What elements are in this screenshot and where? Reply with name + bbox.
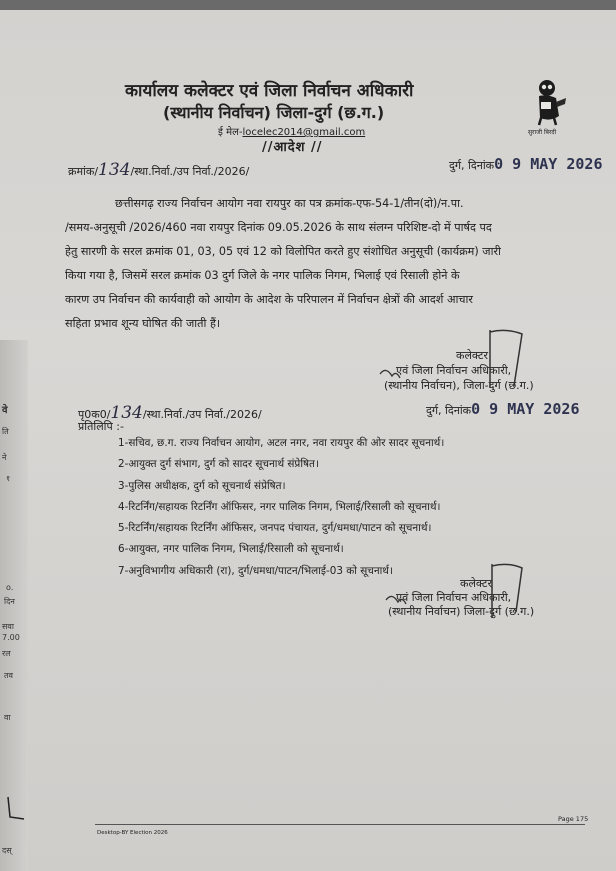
list-item: 4-रिटर्निंग/सहायक रिटर्निंग ऑफिसर, नगर पालिक निगम, भिलाई/रिसाली को सूचनार्थ। <box>118 500 441 513</box>
office-title: कार्यालय कलेक्टर एवं जिला निर्वाचन अधिकारी <box>125 81 414 101</box>
margin-fragment: तव <box>4 671 14 680</box>
date-label: दुर्ग, दिनांक <box>449 159 495 172</box>
list-item: 6-आयुक्त, नगर पालिक निगम, भिलाई/रिसाली को सूचनार्थ। <box>118 543 344 556</box>
body-line: कारण उप निर्वाचन की कार्यवाही को आयोग के आदेश के परिपालन में निर्वाचन क्षेत्रों की आदर्श आचार <box>65 293 473 306</box>
signature-office: (स्थानीय निर्वाचन) जिला-दुर्ग (छ.ग.) <box>388 605 535 618</box>
logo-caption: सुराजी बिरदी <box>528 129 557 136</box>
endorsement-date-label: दुर्ग, दिनांक <box>426 404 472 417</box>
margin-fragment: रल <box>2 649 11 658</box>
office-subtitle: (स्थानीय निर्वाचन) जिला-दुर्ग (छ.ग.) <box>163 103 385 122</box>
body-line: हेतु सारणी के सरल क्रमांक 01, 03, 05 एवं 12 को विलोपित करते हुए संशोधित अनुसूची (कार्यक्रम) जारी <box>65 245 501 258</box>
copy-to-label: प्रतिलिपि :- <box>78 420 124 433</box>
order-title: //आदेश // <box>262 140 323 155</box>
margin-fragment: सवा <box>2 622 14 631</box>
signature-title: कलेक्टर <box>456 349 488 362</box>
margin-fragment: ति <box>2 427 9 436</box>
endorsement-prefix: पृ0क0/ <box>78 408 111 421</box>
email-line <box>218 124 365 138</box>
date-stamp: 0 9 MAY 2026 <box>494 155 603 173</box>
margin-fragment: वे <box>2 405 8 416</box>
reference-suffix: /स्था.निर्वा./उप निर्वा./2026/ <box>130 165 250 178</box>
margin-fragment: दस् <box>2 846 12 855</box>
margin-mark <box>4 795 26 823</box>
signature-title: कलेक्टर <box>460 577 492 590</box>
margin-fragment: १ <box>6 474 11 483</box>
order-body <box>65 192 585 336</box>
email-address: locelec2014@gmail.com <box>242 127 366 138</box>
footer-rule <box>95 824 585 825</box>
signature-designation: एवं जिला निर्वाचन अधिकारी, <box>396 591 512 604</box>
body-line: किया गया है, जिसमें सरल क्रमांक 03 दुर्ग जिले के नगर पालिक निगम, भिलाई एवं रिसाली होने के <box>65 269 460 282</box>
reference-number-line <box>68 160 249 180</box>
margin-fragment: o. <box>6 583 14 592</box>
endorsement-suffix: /स्था.निर्वा./उप निर्वा./2026/ <box>142 408 262 421</box>
list-item: 3-पुलिस अधीक्षक, दुर्ग को सूचनार्थ संप्रेषित। <box>118 479 286 492</box>
handwritten-signature <box>384 560 544 630</box>
body-line: छत्तीसगढ़ राज्य निर्वाचन आयोग नवा रायपुर का पत्र क्रमांक-एफ-54-1/तीन(दो)/न.पा. <box>115 197 464 210</box>
list-item: 7-अनुविभागीय अधिकारी (रा), दुर्ग/धमधा/पाटन/भिलाई-03 को सूचनार्थ। <box>118 564 393 577</box>
page-number: Page 175 <box>558 815 589 823</box>
margin-fragment: वा <box>4 713 11 722</box>
reference-prefix: क्रमांक/ <box>68 165 99 178</box>
list-item: 1-सचिव, छ.ग. राज्य निर्वाचन आयोग, अटल नगर, नवा रायपुर की ओर सादर सूचनार्थ। <box>118 437 445 449</box>
signature-designation: एवं जिला निर्वाचन अधिकारी, <box>396 364 512 377</box>
list-item: 5-रिटर्निंग/सहायक रिटर्निंग ऑफिसर, जनपद पंचायत, दुर्ग/धमधा/पाटन को सूचनार्थ। <box>118 522 432 535</box>
email-label: ई मेल- <box>218 127 243 138</box>
handwritten-signature <box>378 326 538 406</box>
date-line <box>449 155 603 173</box>
endorsement-date-line <box>426 400 580 418</box>
footer-left-text: Desktop-BY Election 2026 <box>97 830 168 836</box>
mascot-logo-icon <box>530 76 568 126</box>
margin-fragment: दिन <box>4 597 15 606</box>
endorsement-handwritten-number: 134 <box>110 403 143 423</box>
signature-office: (स्थानीय निर्वाचन), जिला-दुर्ग (छ.ग.) <box>384 379 534 392</box>
list-item: 2-आयुक्त दुर्ग संभाग, दुर्ग को सादर सूचनार्थ संप्रेषित। <box>118 458 319 471</box>
endorsement-date-stamp: 0 9 MAY 2026 <box>471 400 580 418</box>
body-line: /समय-अनुसूची /2026/460 नवा रायपुर दिनांक 09.05.2026 के साथ संलग्न परिशिष्ट-दो में पार्षद पद <box>65 221 492 234</box>
left-page-edge <box>0 340 28 871</box>
reference-handwritten-number: 134 <box>98 160 131 180</box>
body-line: सहिता प्रभाव शून्य घोषित की जाती हैं। <box>65 317 221 330</box>
top-shadow-band <box>0 0 616 10</box>
margin-fragment: ने <box>2 453 7 462</box>
margin-fragment: 7.00 <box>2 633 20 642</box>
